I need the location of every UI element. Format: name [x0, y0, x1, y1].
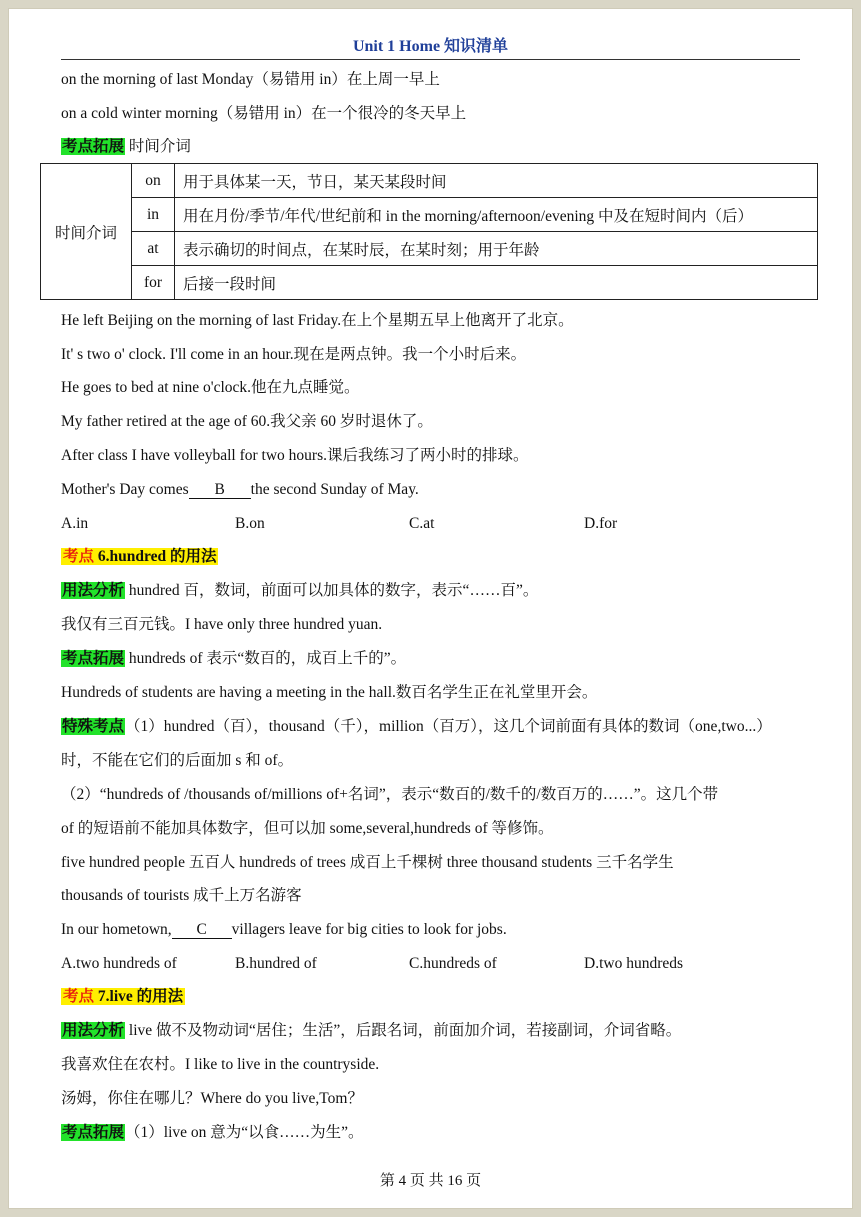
- question-text: the second Sunday of May.: [250, 481, 419, 498]
- answer-option: A.in: [61, 515, 89, 532]
- question-2-options: [61, 953, 801, 975]
- usage-analysis: [61, 1020, 681, 1042]
- analysis-text: hundred 百，数词，前面可以加具体的数字，表示“……百”。: [125, 582, 539, 599]
- tag-yongfa-fenxi: 用法分析: [62, 1022, 125, 1039]
- example-sentence: It' s two o' clock. I'll come in an hour.现在是两点钟。我一个小时后来。: [61, 346, 527, 363]
- question-text: Mother's Day comes: [61, 481, 189, 498]
- example-phrases: thousands of tourists 成千上万名游客: [61, 887, 302, 904]
- time-preposition-table: [40, 163, 818, 300]
- table-desc-cell: 用于具体某一天，节日，某天某段时间: [175, 164, 818, 198]
- example-sentence: Hundreds of students are having a meeting in the hall.数百名学生正在礼堂里开会。: [61, 684, 598, 701]
- tag-kaodian-tuozhan: 考点拓展: [62, 138, 125, 155]
- table-desc-cell: 用在月份/季节/年代/世纪前和 in the morning/afternoon/evening 中及在短时间内（后）: [175, 198, 818, 232]
- analysis-text: live 做不及物动词“居住；生活”，后跟名词，前面加介词，若接副词，介词省略。: [125, 1022, 682, 1039]
- table-key-cell: at: [132, 232, 175, 266]
- table-desc-cell: 表示确切的时间点，在某时辰，在某时刻；用于年龄: [175, 232, 818, 266]
- text-line-2: on a cold winter morning（易错用 in）在一个很冷的冬天早上: [61, 105, 467, 122]
- text-line-1: on the morning of last Monday（易错用 in）在上周一早上: [61, 71, 440, 88]
- kp-title: 6.hundred 的用法: [94, 548, 217, 565]
- kp6-expand: [61, 648, 406, 670]
- question-text: In our hometown,: [61, 921, 172, 938]
- example-sentence: After class I have volleyball for two hours.课后我练习了两小时的排球。: [61, 447, 529, 464]
- special-text-2: （2）“hundreds of /thousands of/millions of+名词”，表示“数百的/数千的/数百万的……”。这几个带: [61, 786, 719, 803]
- tag-yongfa-fenxi: 用法分析: [62, 582, 125, 599]
- kp-label: 考点: [63, 988, 95, 1005]
- kp7-heading-tag: [61, 988, 185, 1005]
- example-sentence: He left Beijing on the morning of last Friday.在上个星期五早上他离开了北京。: [61, 312, 574, 329]
- example-sentence: My father retired at the age of 60.我父亲 60 岁时退休了。: [61, 413, 433, 430]
- answer-option: B.hundred of: [235, 955, 317, 972]
- table-category-cell: 时间介词: [41, 164, 132, 300]
- expand-text: hundreds of 表示“数百的，成百上千的”。: [125, 650, 407, 667]
- kp-label: 考点: [63, 548, 95, 565]
- answer-option: C.at: [409, 515, 435, 532]
- question-1-options: [61, 513, 801, 535]
- expand-text: （1）live on 意为“以食……为生”。: [125, 1124, 364, 1141]
- heading-text: 时间介词: [125, 138, 191, 155]
- special-point: [61, 716, 772, 738]
- kp-title: 7.live 的用法: [94, 988, 184, 1005]
- answer-blank: B: [189, 480, 251, 499]
- question-2: [61, 919, 507, 941]
- table-desc-cell: 后接一段时间: [175, 266, 818, 300]
- header-divider: [61, 59, 800, 60]
- document-page: [8, 8, 853, 1209]
- answer-option: B.on: [235, 515, 265, 532]
- table-key-cell: in: [132, 198, 175, 232]
- kp6-heading-tag: [61, 548, 218, 565]
- section-heading-kp6: [61, 546, 218, 568]
- example-sentence: 我仅有三百元钱。I have only three hundred yuan.: [61, 616, 383, 633]
- question-text: villagers leave for big cities to look for jobs.: [231, 921, 507, 938]
- page-header-title: Unit 1 Home 知识清单: [352, 38, 509, 55]
- usage-analysis: [61, 580, 538, 602]
- question-1: [61, 479, 419, 501]
- example-phrases: five hundred people 五百人 hundreds of trees 成百上千棵树 three thousand students 三千名学生: [61, 854, 674, 871]
- answer-option: D.for: [584, 515, 618, 532]
- table-key-cell: for: [132, 266, 175, 300]
- kp7-expand: [61, 1122, 364, 1144]
- answer-blank: C: [172, 920, 232, 939]
- tag-kaodian-tuozhan: 考点拓展: [62, 1124, 125, 1141]
- special-text-cont: 时，不能在它们的后面加 s 和 of。: [61, 752, 294, 769]
- special-text-2-cont: of 的短语前不能加具体数字，但可以加 some,several,hundreds of 等修饰。: [61, 820, 554, 837]
- section-heading-kp7: [61, 986, 185, 1008]
- answer-option: C.hundreds of: [409, 955, 497, 972]
- special-text: （1）hundred（百），thousand（千），million（百万），这几个词前面有具体的数词（one,two...）: [125, 718, 772, 735]
- example-sentence: He goes to bed at nine o'clock.他在九点睡觉。: [61, 379, 360, 396]
- example-sentence: 汤姆，你住在哪儿？Where do you live,Tom？: [61, 1090, 363, 1107]
- tag-kaodian-tuozhan: 考点拓展: [62, 650, 125, 667]
- time-preposition-heading: [61, 136, 191, 158]
- answer-option: D.two hundreds: [584, 955, 684, 972]
- page-footer: 第 4 页 共 16 页: [379, 1173, 482, 1189]
- example-sentence: 我喜欢住在农村。I like to live in the countryside.: [61, 1056, 380, 1073]
- table-key-cell: on: [132, 164, 175, 198]
- tag-teshu-kaodian: 特殊考点: [62, 718, 125, 735]
- answer-option: A.two hundreds of: [61, 955, 177, 972]
